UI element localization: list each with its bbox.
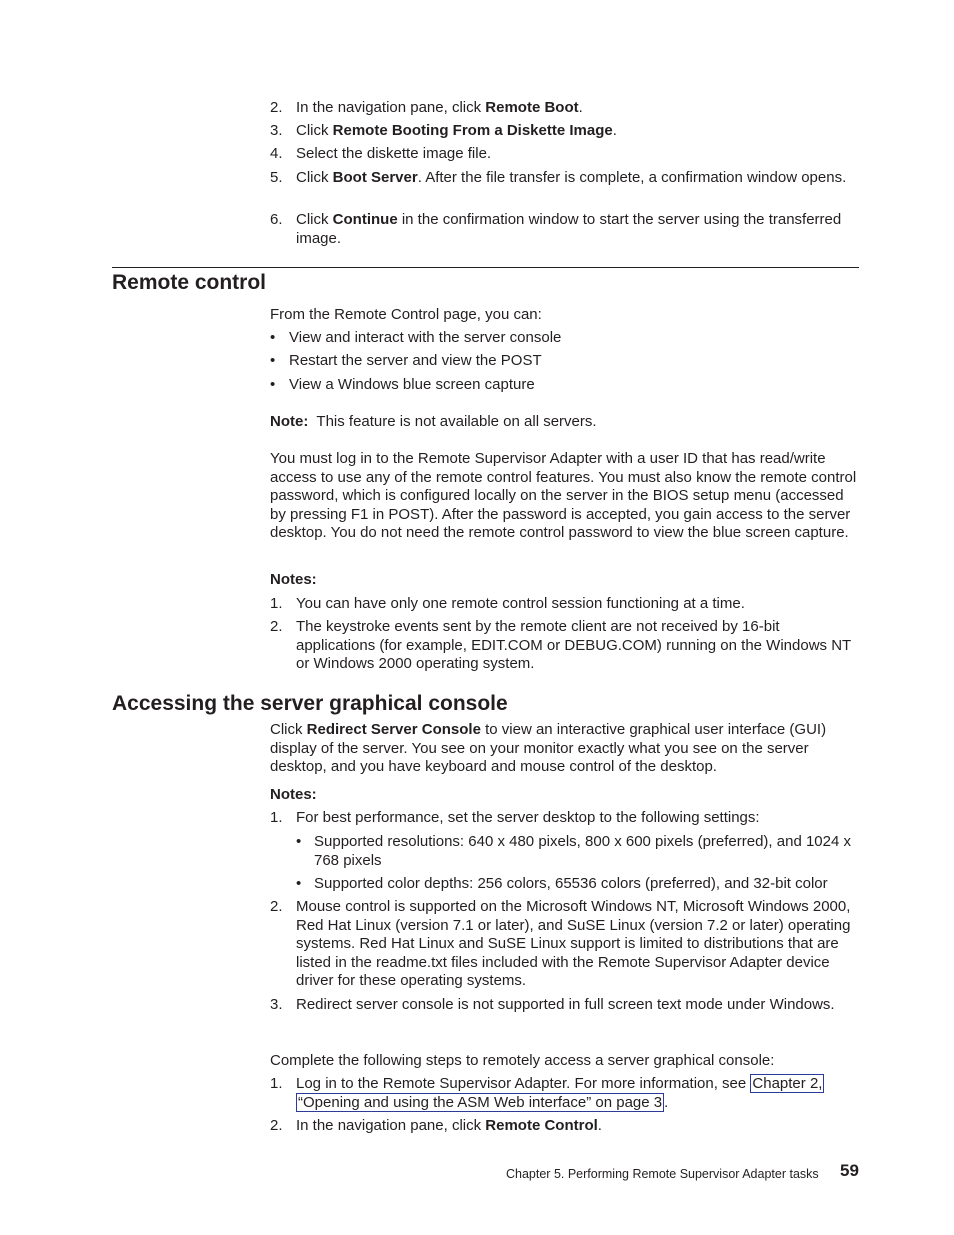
step-text-end: .: [597, 1117, 602, 1134]
intro-text: Click: [270, 721, 307, 738]
step-number: 5.: [270, 169, 283, 186]
bullet-icon: •: [296, 833, 302, 850]
note-item: Mouse control is supported on the Microsoft Windows NT, Microsoft Windows 2000, Red Hat Linux (version 7.1 or later), and SuSE Linux (version 7.2 or later) operating systems. Red Hat Linux and SuSE Linux support is limited to distributions that are listed in the readme.txt files included with the Remote Supervisor Adapter device driver for these operating systems.: [296, 898, 851, 990]
step-number: 4.: [270, 145, 283, 162]
step-text: Click: [296, 169, 333, 186]
note-label: Note:: [270, 413, 309, 430]
page-number: 59: [840, 1161, 859, 1180]
console-intro: [270, 721, 860, 777]
sub-bullet-item: Supported resolutions: 640 x 480 pixels, 800 x 600 pixels (preferred), and 1024 x 768 pixels: [314, 833, 851, 869]
step-bold: Remote Booting From a Diskette Image: [332, 122, 613, 139]
bullet-icon: •: [270, 329, 276, 346]
list-item: [296, 211, 861, 248]
section-intro: From the Remote Control page, you can:: [270, 306, 542, 323]
step-text-end: .: [664, 1093, 669, 1111]
step-text-end: . After the file transfer is complete, a confirmation window opens.: [417, 169, 847, 186]
note-number: 3.: [270, 996, 283, 1013]
step-bold: Remote Control: [485, 1117, 598, 1134]
bullet-icon: •: [270, 352, 276, 369]
bullet-icon: •: [296, 875, 302, 892]
section-divider: [112, 267, 859, 268]
section-heading-console: Accessing the server graphical console: [112, 692, 508, 715]
intro-text-end: to view an interactive graphical user interface (GUI) display of the server. You see on your monitor exactly what you see on the server desktop, and you have keyboard and mouse control of the desktop.: [270, 721, 827, 776]
section-heading-remote-control: Remote control: [112, 271, 267, 294]
step-bold: Remote Boot: [485, 99, 579, 116]
list-item: [296, 99, 861, 118]
steps-intro: Complete the following steps to remotely access a server graphical console:: [270, 1052, 775, 1069]
step-text: In the navigation pane, click: [296, 99, 486, 116]
note-number: 2.: [270, 898, 283, 915]
step-text-end: .: [578, 99, 583, 116]
list-item: [296, 122, 861, 141]
bullet-icon: •: [270, 376, 276, 393]
step-number: 1.: [270, 1075, 283, 1092]
bullet-item: View a Windows blue screen capture: [289, 376, 535, 393]
list-item: [296, 145, 861, 164]
body-paragraph: You must log in to the Remote Supervisor Adapter with a user ID that has read/write access to use any of the remote control features. You must also know the remote control password, which is configured locally on the server in the BIOS setup menu (accessed by pressing F1 in POST). After the password is accepted, you gain access to the server desktop. You do not need the remote control password to view the blue screen capture.: [270, 450, 857, 542]
note-item: You can have only one remote control session functioning at a time.: [296, 595, 745, 612]
note-text: This feature is not available on all servers.: [316, 413, 597, 430]
step-text-end: in the confirmation window to start the server using the transferred image.: [296, 211, 842, 247]
list-item: [296, 1075, 861, 1112]
step-text: Click: [296, 211, 333, 228]
sub-bullet-item: Supported color depths: 256 colors, 65536 colors (preferred), and 32-bit color: [314, 875, 828, 892]
step-number: 6.: [270, 211, 283, 228]
note-number: 1.: [270, 809, 283, 826]
notes-label: Notes:: [270, 571, 317, 588]
note: [270, 413, 860, 432]
note-number: 1.: [270, 595, 283, 612]
list-item: [296, 169, 861, 188]
notes-label: Notes:: [270, 786, 317, 803]
note-number: 2.: [270, 618, 283, 635]
step-number: 2.: [270, 1117, 283, 1134]
bullet-item: Restart the server and view the POST: [289, 352, 542, 369]
step-text: In the navigation pane, click: [296, 1117, 486, 1134]
list-item: [296, 1117, 861, 1136]
step-bold: Boot Server: [332, 169, 418, 186]
chapter-2-link[interactable]: Chapter 2,: [752, 1075, 823, 1092]
step-text-end: .: [612, 122, 617, 139]
step-number: 2.: [270, 99, 283, 116]
step-bold: Continue: [332, 211, 398, 228]
step-text: Select the diskette image file.: [296, 145, 492, 162]
note-item: For best performance, set the server desktop to the following settings:: [296, 809, 760, 826]
step1-link-text[interactable]: Log in to the Remote Supervisor Adapter. For more information, see: [296, 1075, 751, 1092]
step-number: 3.: [270, 122, 283, 139]
asm-web-interface-link[interactable]: “Opening and using the ASM Web interface” on page 3: [298, 1093, 663, 1111]
note-item: Redirect server console is not supported in full screen text mode under Windows.: [296, 996, 835, 1013]
bullet-item: View and interact with the server console: [289, 329, 562, 346]
step-text: Click: [296, 122, 333, 139]
note-item: The keystroke events sent by the remote client are not received by 16-bit applications (for example, EDIT.COM or DEBUG.COM) running on the Windows NT or Windows 2000 operating system.: [296, 618, 851, 673]
footer-chapter: Chapter 5. Performing Remote Supervisor Adapter tasks: [506, 1167, 819, 1181]
intro-bold: Redirect Server Console: [306, 721, 481, 738]
